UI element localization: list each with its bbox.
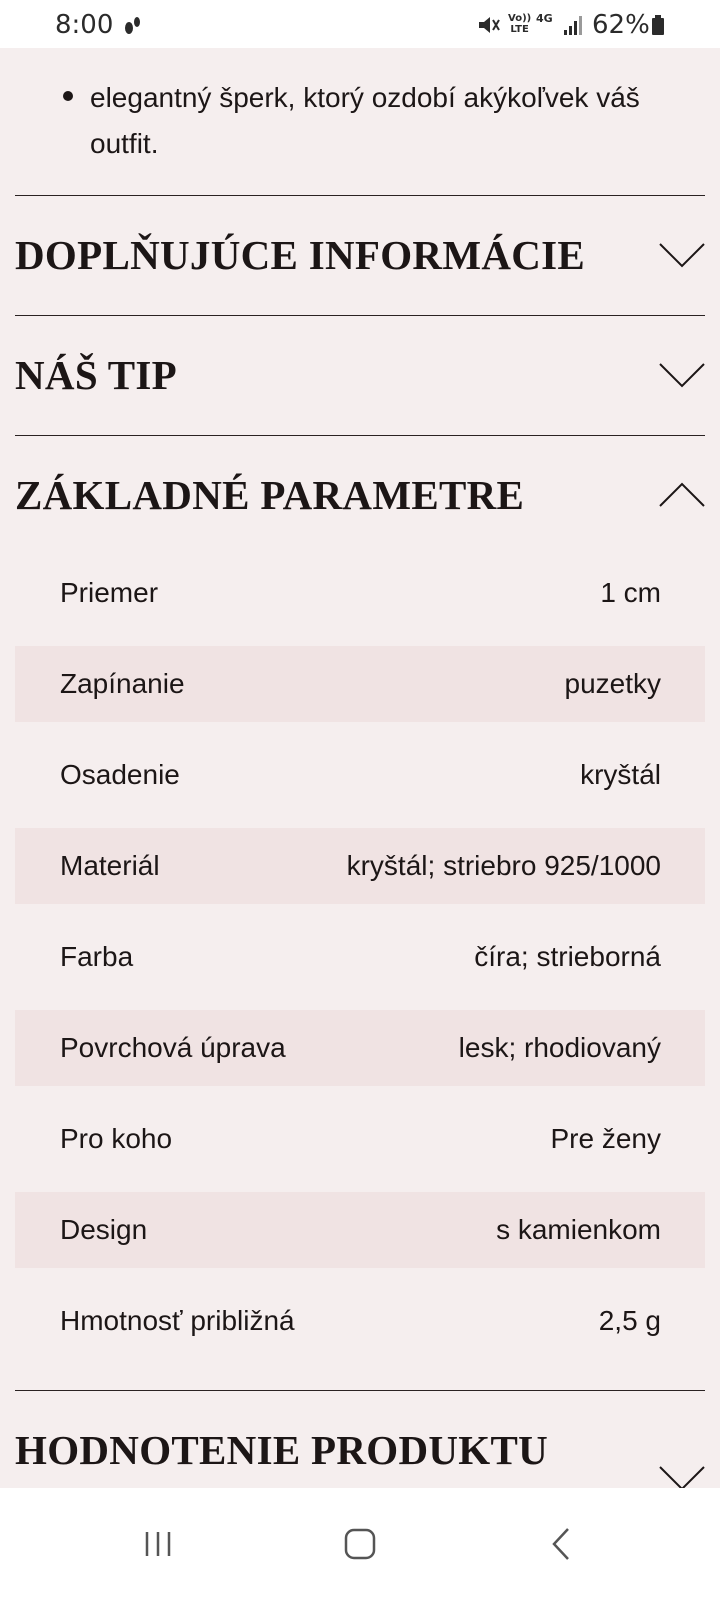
bullet-point	[63, 91, 73, 101]
param-value: s kamienkom	[496, 1214, 661, 1245]
accordion-additional-info[interactable]	[15, 196, 705, 314]
param-value: puzetky	[564, 668, 661, 699]
param-value: kryštál	[580, 759, 661, 790]
network-type-text: 4G	[536, 12, 553, 25]
accordion-title: ZÁKLADNÉ PARAMETRE	[15, 472, 525, 518]
param-label: Farba	[60, 941, 134, 972]
accordion-title: HODNOTENIE PRODUKTU	[15, 1427, 549, 1473]
product-description	[0, 48, 720, 198]
battery-icon	[652, 15, 664, 35]
param-label: Pro koho	[60, 1123, 173, 1154]
param-value: Pre ženy	[550, 1123, 661, 1154]
param-label: Priemer	[60, 577, 159, 608]
param-label: Osadenie	[60, 759, 180, 790]
battery-percent: 62%	[592, 10, 650, 40]
home-icon[interactable]	[336, 1520, 384, 1568]
volte-indicator	[508, 13, 531, 35]
table-row	[15, 555, 705, 631]
param-label: Materiál	[60, 850, 160, 881]
description-bullet-text: elegantný šperk, ktorý ozdobí akýkoľvek váš outfit.	[90, 82, 640, 159]
table-row	[15, 1283, 705, 1359]
status-time: 8:00	[55, 10, 114, 40]
param-label: Povrchová úprava	[60, 1032, 286, 1063]
param-value: kryštál; striebro 925/1000	[346, 850, 661, 881]
back-icon[interactable]	[538, 1520, 586, 1568]
accordion-basic-params[interactable]	[15, 436, 705, 554]
network-type	[536, 12, 556, 38]
signal-icon	[562, 14, 584, 36]
volte-top-text: Vo))	[508, 13, 532, 24]
chevron-down-icon	[659, 236, 705, 272]
accordion-title: NÁŠ TIP	[15, 352, 177, 398]
table-row	[15, 919, 705, 995]
table-row	[15, 737, 705, 813]
param-value: 1 cm	[600, 577, 661, 608]
table-row	[15, 828, 705, 904]
navigation-bar	[0, 1488, 720, 1600]
table-row	[15, 646, 705, 722]
param-value: lesk; rhodiovaný	[458, 1032, 661, 1063]
table-row	[15, 1192, 705, 1268]
accordion-our-tip[interactable]	[15, 316, 705, 434]
mute-icon	[476, 14, 500, 36]
param-value: 2,5 g	[598, 1305, 661, 1336]
chevron-down-icon	[659, 356, 705, 392]
chevron-up-icon	[659, 476, 705, 512]
param-label: Design	[60, 1214, 148, 1245]
recent-apps-icon[interactable]	[134, 1520, 182, 1568]
table-row	[15, 1010, 705, 1086]
param-value: číra; strieborná	[474, 941, 661, 972]
status-bar	[0, 0, 720, 48]
table-row	[15, 1101, 705, 1177]
volte-bottom-text: LTE	[510, 24, 529, 35]
param-label: Hmotnosť približná	[60, 1305, 295, 1336]
param-label: Zapínanie	[60, 668, 185, 699]
notification-icon	[122, 14, 144, 36]
accordion-title: DOPLŇUJÚCE INFORMÁCIE	[15, 232, 586, 278]
